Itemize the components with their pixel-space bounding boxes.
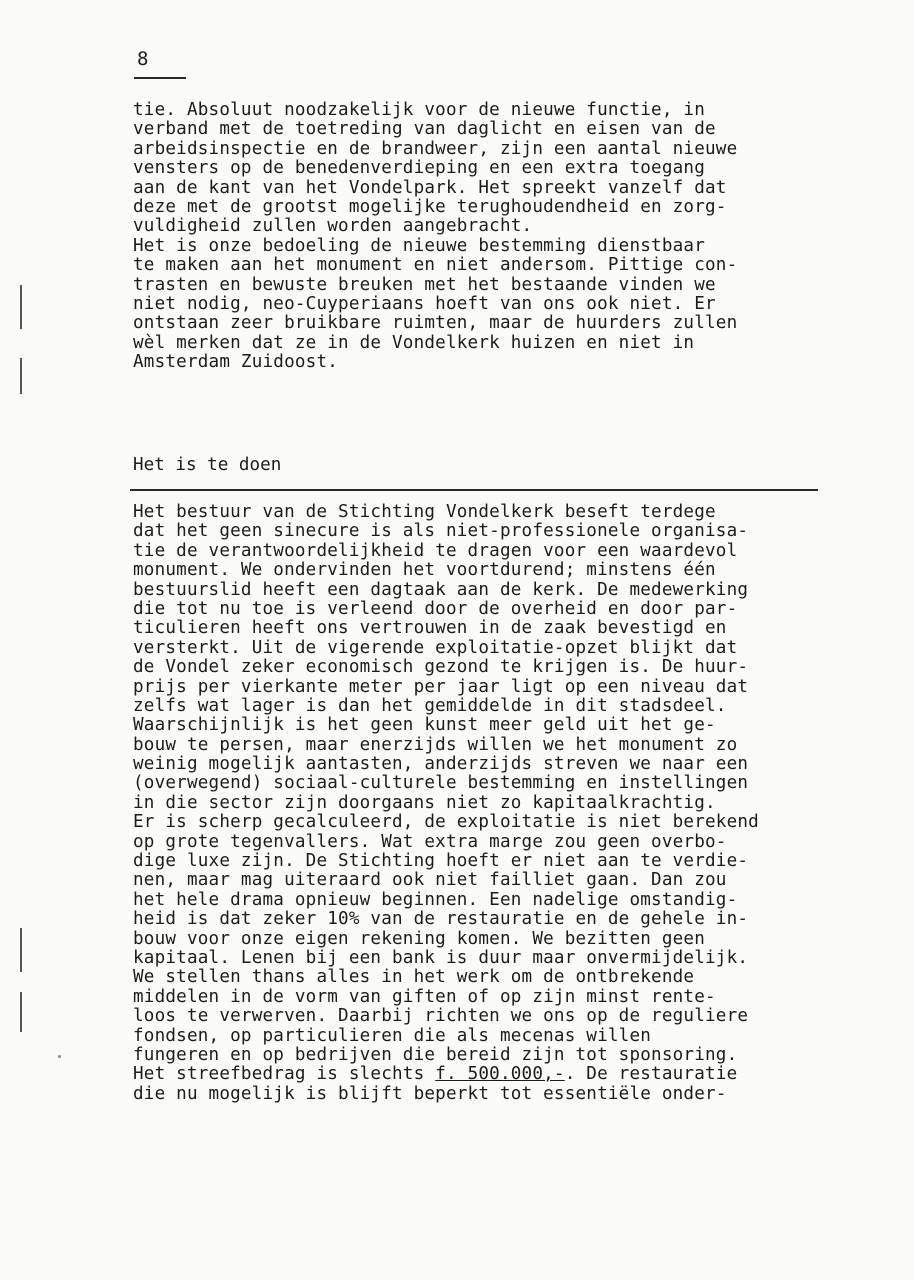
body-line: zelfs wat lager is dan het gemiddelde in dit stadsdeel. — [133, 695, 727, 716]
body-line: dat het geen sinecure is als niet-professionele organisa- — [133, 521, 749, 542]
body-line: ticulieren heeft ons vertrouwen in de zaak bevestigd en — [133, 618, 727, 639]
body-line: (overwegend) sociaal-culturele bestemming en instellingen — [133, 773, 749, 794]
target-amount: f. 500.000,- — [435, 1064, 565, 1085]
body-line: nen, maar mag uiteraard ook niet failliet gaan. Dan zou — [133, 870, 727, 891]
intro-line: aan de kant van het Vondelpark. Het spreekt vanzelf dat — [133, 177, 727, 198]
body-line: bouw voor onze eigen rekening komen. We bezitten geen — [133, 928, 705, 949]
body-line: bouw te persen, maar enerzijds willen we het monument zo — [133, 734, 738, 755]
body-line: die tot nu toe is verleend door de overheid en door par- — [133, 598, 738, 619]
paper-speck — [58, 1055, 61, 1058]
body-paragraph — [133, 503, 833, 1104]
body-line: bestuurslid heeft een dagtaak aan de kerk. De medewerking — [133, 579, 749, 600]
intro-line: ontstaan zeer bruikbare ruimten, maar de huurders zullen — [133, 313, 738, 334]
page-number: 8 — [137, 48, 149, 70]
intro-line: wèl merken dat ze in de Vondelkerk huizen en niet in — [133, 332, 695, 353]
body-line: fondsen, op particulieren die als mecenas willen — [133, 1025, 652, 1046]
intro-line: te maken aan het monument en niet andersom. Pittige con- — [133, 255, 738, 276]
body-line: versterkt. Uit de vigerende exploitatie-opzet blijkt dat — [133, 637, 738, 658]
amount-line-prefix: Het streefbedrag is slechts — [133, 1064, 436, 1085]
body-line: Waarschijnlijk is het geen kunst meer geld uit het ge- — [133, 715, 716, 736]
intro-line: niet nodig, neo-Cuyperiaans hoeft van ons ook niet. Er — [133, 293, 716, 314]
intro-line: Het is onze bedoeling de nieuwe bestemming dienstbaar — [133, 235, 705, 256]
body-line: kapitaal. Lenen bij een bank is duur maar onvermijdelijk. — [133, 947, 749, 968]
intro-paragraph — [133, 101, 833, 372]
body-line: prijs per vierkante meter per jaar ligt op een niveau dat — [133, 676, 749, 697]
body-line: monument. We ondervinden het voortdurend; minstens één — [133, 560, 716, 581]
body-line: Het bestuur van de Stichting Vondelkerk beseft terdege — [133, 502, 716, 522]
amount-line-suffix: . De restauratie — [564, 1064, 738, 1085]
body-line: fungeren en op bedrijven die bereid zijn tot sponsoring. — [133, 1044, 738, 1065]
last-line: die nu mogelijk is blijft beperkt tot essentiële onder- — [133, 1083, 727, 1104]
section-heading: Het is te doen — [133, 455, 282, 475]
body-line: loos te verwerven. Daarbij richten we ons op de reguliere — [133, 1006, 749, 1027]
section-divider — [130, 489, 818, 491]
page-number-rule — [134, 77, 186, 79]
amount-line — [133, 1065, 833, 1084]
intro-line: deze met de grootst mogelijke terughoudendheid en zorg- — [133, 196, 727, 217]
body-line: Er is scherp gecalculeerd, de exploitatie is niet berekend — [133, 812, 759, 833]
intro-line: verband met de toetreding van daglicht en eisen van de — [133, 119, 716, 140]
body-line: dige luxe zijn. De Stichting hoeft er niet aan te verdie- — [133, 851, 749, 872]
intro-line: Amsterdam Zuidoost. — [133, 352, 339, 373]
margin-mark — [20, 928, 22, 972]
intro-line: vensters op de benedenverdieping en een extra toegang — [133, 158, 705, 179]
body-line: het hele drama opnieuw beginnen. Een nadelige omstandig- — [133, 889, 738, 910]
body-line: de Vondel zeker economisch gezond te krijgen is. De huur- — [133, 657, 749, 678]
body-line: We stellen thans alles in het werk om de ontbrekende — [133, 967, 695, 988]
body-line: op grote tegenvallers. Wat extra marge zou geen overbo- — [133, 831, 727, 852]
margin-mark — [20, 992, 22, 1032]
intro-line: arbeidsinspectie en de brandweer, zijn een aantal nieuwe — [133, 138, 738, 159]
body-line: middelen in de vorm van giften of op zijn minst rente- — [133, 986, 716, 1007]
body-line: in die sector zijn doorgaans niet zo kapitaalkrachtig. — [133, 792, 716, 813]
margin-mark — [20, 285, 22, 329]
intro-line: trasten en bewuste breuken met het bestaande vinden we — [133, 274, 716, 295]
body-line: tie de verantwoordelijkheid te dragen voor een waardevol — [133, 540, 738, 561]
intro-line: tie. Absoluut noodzakelijk voor de nieuwe functie, in — [133, 100, 705, 120]
intro-line: vuldigheid zullen worden aangebracht. — [133, 216, 533, 237]
body-line: heid is dat zeker 10% van de restauratie en de gehele in- — [133, 909, 749, 930]
body-line: weinig mogelijk aantasten, anderzijds streven we naar een — [133, 754, 749, 775]
margin-mark — [20, 358, 22, 394]
